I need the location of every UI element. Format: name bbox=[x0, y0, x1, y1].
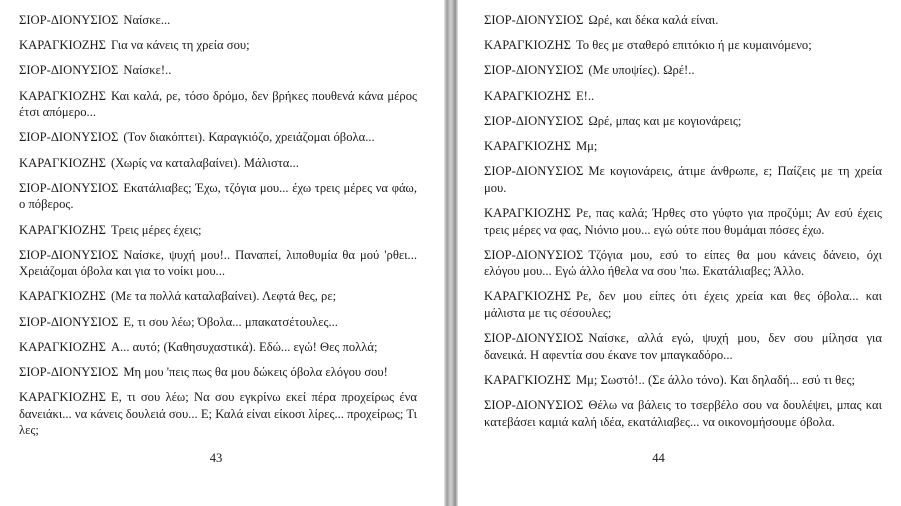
dialogue-text: Ωρέ, μπας και με κογιονάρεις; bbox=[588, 113, 742, 128]
speaker-name: ΚΑΡΑΓΚΙΟΖΗΣ bbox=[19, 88, 106, 103]
speaker-name: ΣΙΟΡ-ΔΙΟΝΥΣΙΟΣ bbox=[484, 398, 584, 413]
speaker-name: ΚΑΡΑΓΚΙΟΖΗΣ bbox=[19, 38, 106, 53]
page-text bbox=[484, 12, 882, 439]
speaker-name: ΣΙΟΡ-ΔΙΟΝΥΣΙΟΣ bbox=[484, 63, 584, 78]
dialogue-line bbox=[19, 37, 417, 54]
speaker-name: ΚΑΡΑΓΚΙΟΖΗΣ bbox=[19, 155, 106, 170]
dialogue-text: Και καλά, ρε, τόσο δρόμο, δεν βρήκες πουθενά κάνα μέρος έτσι απόμερο... bbox=[19, 88, 417, 120]
book-page-right bbox=[458, 0, 901, 506]
dialogue-text: (Με υποψίες). Ωρέ!.. bbox=[588, 63, 695, 78]
dialogue-line bbox=[19, 88, 417, 121]
dialogue-line bbox=[484, 12, 882, 29]
dialogue-line bbox=[19, 314, 417, 331]
speaker-name: ΣΙΟΡ-ΔΙΟΝΥΣΙΟΣ bbox=[484, 247, 584, 262]
speaker-name: ΣΙΟΡ-ΔΙΟΝΥΣΙΟΣ bbox=[484, 13, 584, 27]
dialogue-text: Ναίσκε, ψυχή μου!.. Παναπεί, λιποθυμία θα μού 'ρθει... Χρειάζομαι όβολα και για το νοίκι μου... bbox=[19, 247, 417, 279]
dialogue-text: Μμ; Σωστό!.. (Σε άλλο τόνο). Και δηλαδή... εσύ τι θες; bbox=[575, 373, 855, 388]
dialogue-line bbox=[484, 288, 882, 321]
speaker-name: ΣΙΟΡ-ΔΙΟΝΥΣΙΟΣ bbox=[484, 164, 584, 179]
dialogue-line bbox=[19, 389, 417, 439]
dialogue-text: Ρε, πας καλά; Ήρθες στο γύφτο για προζύμι; Αν εσύ έχεις τρεις μέρες να φας, Νιόνιο μου... εγώ ούτε που θυμάμαι πόσες έχω. bbox=[484, 205, 882, 237]
dialogue-text: (Με τα πολλά καταλαβαίνει). Λεφτά θες, ρε; bbox=[110, 289, 337, 304]
dialogue-line bbox=[19, 247, 417, 280]
dialogue-text: (Τον διακόπτει). Καραγκιόζο, χρειάζομαι όβολα... bbox=[123, 130, 375, 145]
speaker-name: ΣΙΟΡ-ΔΙΟΝΥΣΙΟΣ bbox=[484, 331, 584, 346]
dialogue-line bbox=[19, 339, 417, 356]
dialogue-line bbox=[19, 288, 417, 305]
speaker-name: ΚΑΡΑΓΚΙΟΖΗΣ bbox=[19, 222, 106, 237]
dialogue-line bbox=[484, 330, 882, 363]
page-text bbox=[19, 12, 417, 448]
dialogue-line bbox=[19, 155, 417, 172]
dialogue-line bbox=[484, 205, 882, 238]
dialogue-text: Ρε, δεν μου είπες ότι έχεις χρεία και θες όβολα... και μάλιστα με τις σέσουλες; bbox=[484, 289, 882, 321]
speaker-name: ΣΙΟΡ-ΔΙΟΝΥΣΙΟΣ bbox=[19, 130, 119, 145]
dialogue-text: Τζόγια μου, εσύ το είπες θα μου κάνεις δάνειο, όχι ελόγου μου... Εγώ άλλο ήθελα να σου 'πω. Εκατάλιαβες; Άλλο. bbox=[484, 247, 882, 279]
dialogue-text: Μμ; bbox=[575, 138, 598, 153]
dialogue-text: Τρεις μέρες έχεις; bbox=[110, 222, 202, 237]
speaker-name: ΚΑΡΑΓΚΙΟΖΗΣ bbox=[484, 373, 571, 388]
dialogue-line bbox=[19, 129, 417, 146]
dialogue-text: Α... αυτό; (Καθησυχαστικά). Εδώ... εγώ! Θες πολλά; bbox=[110, 339, 378, 354]
dialogue-line bbox=[19, 364, 417, 381]
dialogue-text: Για να κάνεις τη χρεία σου; bbox=[110, 38, 250, 53]
book-page-left bbox=[0, 0, 444, 506]
dialogue-text: Ναίσκε, αλλά εγώ, ψυχή μου, δεν σου μίλησα για δανεικά. Η αφεντία σου έκανε τον μπαγκαδόρο... bbox=[484, 331, 882, 362]
dialogue-line bbox=[484, 247, 882, 280]
page-number: 44 bbox=[652, 451, 665, 465]
page-number: 43 bbox=[209, 451, 223, 465]
dialogue-line bbox=[484, 372, 882, 389]
dialogue-line bbox=[484, 113, 882, 130]
speaker-name: ΚΑΡΑΓΚΙΟΖΗΣ bbox=[19, 289, 106, 304]
speaker-name: ΚΑΡΑΓΚΙΟΖΗΣ bbox=[484, 205, 571, 220]
dialogue-text: Θέλω να βάλεις το τσερβέλο σου να δουλέψει, μπας και κατεβάσει καμιά καλή ιδέα, εκατάλιαβες... να οικονομήσουμε όβολα. bbox=[484, 398, 882, 429]
dialogue-line bbox=[19, 222, 417, 239]
book-spine-gutter bbox=[444, 0, 458, 506]
dialogue-line bbox=[484, 37, 882, 54]
dialogue-line bbox=[19, 180, 417, 213]
speaker-name: ΣΙΟΡ-ΔΙΟΝΥΣΙΟΣ bbox=[19, 13, 119, 27]
dialogue-line bbox=[484, 88, 882, 105]
speaker-name: ΚΑΡΑΓΚΙΟΖΗΣ bbox=[19, 390, 106, 405]
dialogue-text: Με κογιονάρεις, άτιμε άνθρωπε, ε; Παίζεις με τη χρεία μου. bbox=[484, 164, 882, 195]
dialogue-line bbox=[484, 138, 882, 155]
dialogue-text: Το θες με σταθερό επιτόκιο ή με κυμαινόμενο; bbox=[575, 38, 812, 53]
dialogue-line bbox=[484, 62, 882, 79]
dialogue-line bbox=[484, 397, 882, 430]
speaker-name: ΣΙΟΡ-ΔΙΟΝΥΣΙΟΣ bbox=[484, 113, 584, 128]
speaker-name: ΣΙΟΡ-ΔΙΟΝΥΣΙΟΣ bbox=[19, 180, 119, 195]
dialogue-text: (Χωρίς να καταλαβαίνει). Μάλιστα... bbox=[110, 155, 299, 170]
dialogue-line bbox=[19, 12, 417, 29]
speaker-name: ΣΙΟΡ-ΔΙΟΝΥΣΙΟΣ bbox=[19, 314, 119, 329]
speaker-name: ΚΑΡΑΓΚΙΟΖΗΣ bbox=[484, 38, 571, 53]
dialogue-text: Εκατάλιαβες; Έχω, τζόγια μου... έχω τρεις μέρες να φάω, ο πόβερος. bbox=[19, 180, 417, 212]
dialogue-text: Ναίσκε!.. bbox=[123, 63, 172, 78]
dialogue-text: Μη μου 'πεις πως θα μου δώκεις όβολα ελόγου σου! bbox=[123, 365, 388, 380]
speaker-name: ΚΑΡΑΓΚΙΟΖΗΣ bbox=[19, 339, 106, 354]
dialogue-text: Ε, τι σου λέω; Να σου εγκρίνω εκεί πέρα προχείρως ένα δανειάκι... να κάνεις δουλειά σου... Ε; Καλά είναι είκοσι λίρες... προχείρως; Τι λες; bbox=[19, 390, 417, 438]
speaker-name: ΣΙΟΡ-ΔΙΟΝΥΣΙΟΣ bbox=[19, 365, 119, 380]
dialogue-text: Ωρέ, και δέκα καλά είναι. bbox=[588, 13, 719, 27]
dialogue-text: Ε!.. bbox=[575, 88, 595, 103]
dialogue-line bbox=[484, 163, 882, 196]
dialogue-text: Ε, τι σου λέω; Όβολα... μπακατσέτουλες... bbox=[123, 314, 338, 329]
speaker-name: ΚΑΡΑΓΚΙΟΖΗΣ bbox=[484, 88, 571, 103]
speaker-name: ΣΙΟΡ-ΔΙΟΝΥΣΙΟΣ bbox=[19, 63, 119, 78]
dialogue-line bbox=[19, 62, 417, 79]
speaker-name: ΚΑΡΑΓΚΙΟΖΗΣ bbox=[484, 289, 571, 304]
speaker-name: ΣΙΟΡ-ΔΙΟΝΥΣΙΟΣ bbox=[19, 247, 119, 262]
speaker-name: ΚΑΡΑΓΚΙΟΖΗΣ bbox=[484, 138, 571, 153]
dialogue-text: Ναίσκε... bbox=[123, 13, 171, 27]
